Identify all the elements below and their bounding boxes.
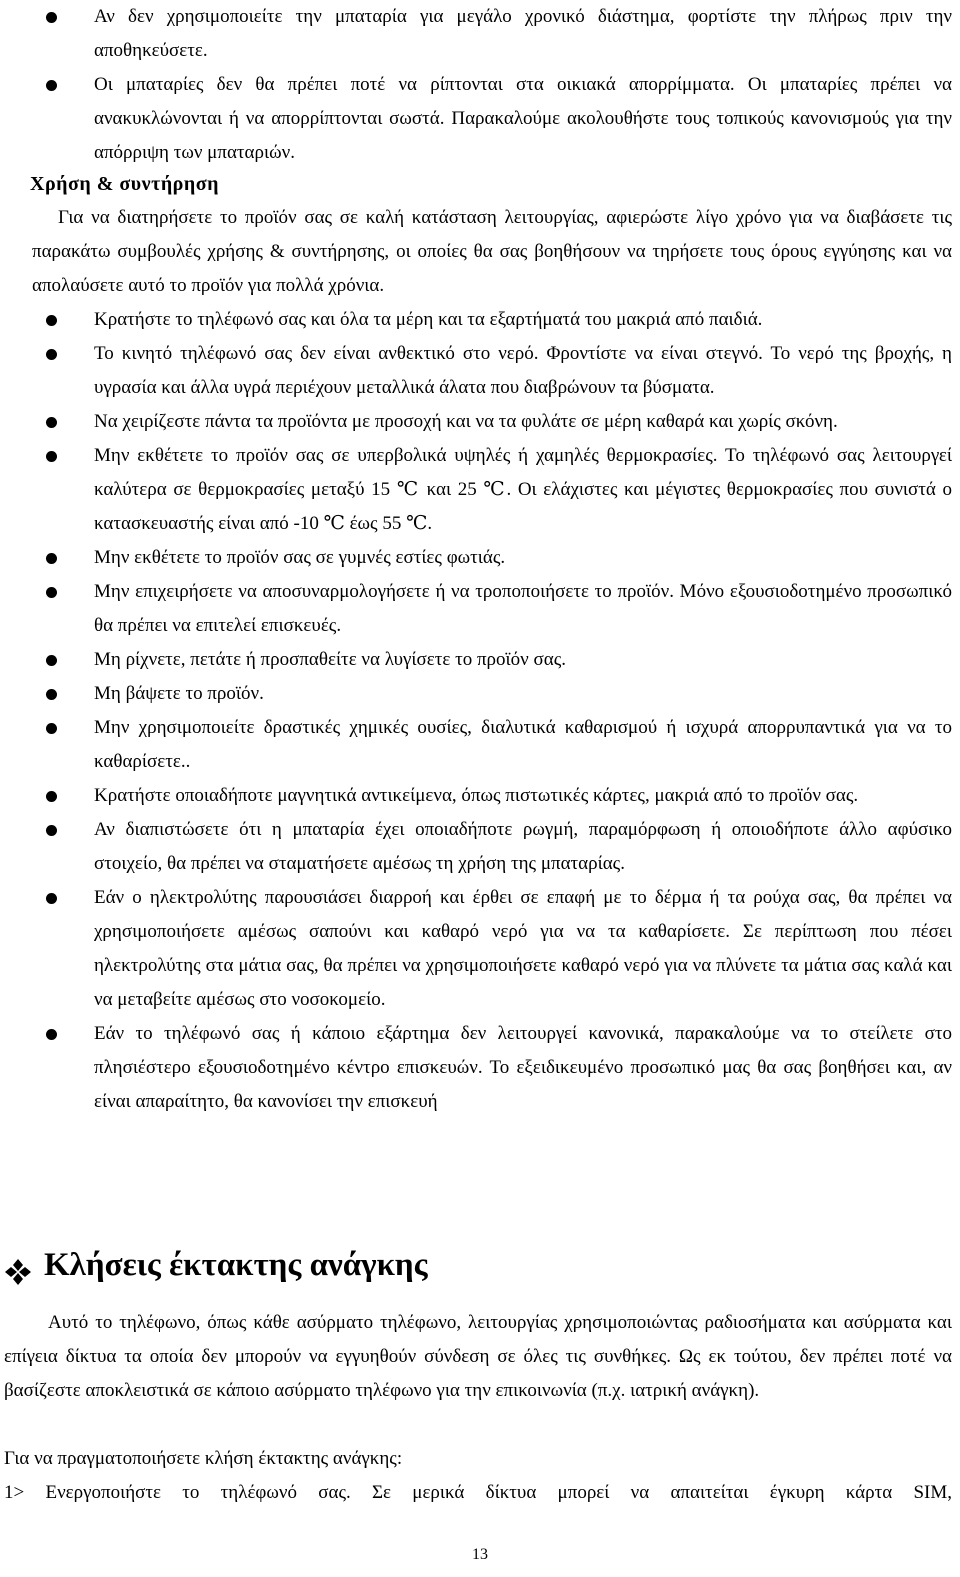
list-item-text: Αν δεν χρησιμοποιείτε την μπαταρία για μεγάλο χρονικό διάστημα, φορτίστε την πλήρως πριν την αποθηκεύσετε. [94,6,952,61]
list-item [0,779,960,813]
list-item-text: Μη ρίχνετε, πετάτε ή προσπαθείτε να λυγίσετε το προϊόν σας. [94,649,566,670]
emergency-paragraph: Αυτό το τηλέφωνο, όπως κάθε ασύρματο τηλέφωνο, λειτουργίας χρησιμοποιώντας ραδιοσήματα και ασύρματα και επίγεια δίκτυα τα οποία δεν μπορούν να εγγυηθούν σύνδεση σε όλες τις συνθήκες. Ως εκ τούτου, δεν πρέπει ποτέ να βασίζεστε αποκλειστικά σε κάποιο ασύρματο τηλέφωνο για την επικοινωνία (π.χ. ιατρική ανάγκη). [4,1312,952,1401]
emergency-intro-line: Για να πραγματοποιήσετε κλήση έκτακτης ανάγκης: [4,1448,403,1469]
list-item-text: Μην χρησιμοποιείτε δραστικές χημικές ουσίες, διαλυτικά καθαρισμού ή ισχυρά απορρυπαντικά για να το καθαρίσετε.. [94,717,952,772]
bullet-icon [46,12,57,23]
list-item [0,0,960,68]
bullet-icon [46,825,57,836]
list-item [0,337,960,405]
section-title: Χρήση & συντήρηση [30,173,219,195]
bullet-icon [46,655,57,666]
emergency-heading-text: Κλήσεις έκτακτης ανάγκης [44,1247,428,1283]
list-item-text: Οι μπαταρίες δεν θα πρέπει ποτέ να ρίπτονται στα οικιακά απορρίμματα. Οι μπαταρίες πρέπει να ανακυκλώνονται ή να απορρίπτονται σωστά. Παρακαλούμε ακολουθήστε τους τοπικούς κανονισμούς για την απόρριψη των μπαταριών. [94,74,952,163]
intro-paragraph: Για να διατηρήσετε το προϊόν σας σε καλή κατάσταση λειτουργίας, αφιερώστε λίγο χρόνο για να διαβάσετε τις παρακάτω συμβουλές χρήσης & συντήρησης, οι οποίες θα σας βοηθήσουν να τηρήσετε τους όρους εγγύησης και να απολαύσετε αυτό το προϊόν για πολλά χρόνια. [32,207,952,296]
list-item [0,303,960,337]
bullet-icon [46,893,57,904]
bullet-icon [46,315,57,326]
list-item [0,405,960,439]
care-bullet-list [0,303,960,1119]
list-item-text: Μην εκθέτετε το προϊόν σας σε γυμνές εστίες φωτιάς. [94,547,506,568]
list-item [0,575,960,643]
list-item [0,643,960,677]
bullet-icon [46,451,57,462]
bullet-icon [46,791,57,802]
list-item [0,439,960,541]
list-item-text: Μην επιχειρήσετε να αποσυναρμολογήσετε ή να τροποποιήσετε το προϊόν. Μόνο εξουσιοδοτημένο προσωπικό θα πρέπει να επιτελεί επισκευές. [94,581,952,636]
list-item [0,68,960,170]
list-item [0,677,960,711]
list-item-text: Κρατήστε το τηλέφωνό σας και όλα τα μέρη και τα εξαρτήματά του μακριά από παιδιά. [94,309,763,330]
list-item-text: Να χειρίζεστε πάντα τα προϊόντα με προσοχή και να τα φυλάτε σε μέρη καθαρά και χωρίς σκόνη. [94,411,838,432]
bullet-icon [46,417,57,428]
step-1: 1> Ενεργοποιήστε το τηλέφωνό σας. Σε μερικά δίκτυα μπορεί να απαιτείται έγκυρη κάρτα SIM, [4,1482,952,1503]
list-item-text: Μην εκθέτετε το προϊόν σας σε υπερβολικά υψηλές ή χαμηλές θερμοκρασίες. Το τηλέφωνό σας λειτουργεί καλύτερα σε θερμοκρασίες μεταξύ 15 ℃ και 25 ℃. Οι ελάχιστες και μέγιστες θερμοκρασίες που συνιστά ο κατασκευαστής είναι από -10 ℃ έως 55 ℃. [94,445,952,534]
list-item [0,881,960,1017]
list-item-text: Αν διαπιστώσετε ότι η μπαταρία έχει οποιαδήποτε ρωγμή, παραμόρφωση ή οποιοδήποτε άλλο αφύσικο στοιχείο, θα πρέπει να σταματήσετε αμέσως τη χρήση της μπαταρίας. [94,819,952,874]
emergency-heading [4,1240,428,1290]
bullet-icon [46,723,57,734]
bullet-icon [46,553,57,564]
list-item-text: Κρατήστε οποιαδήποτε μαγνητικά αντικείμενα, όπως πιστωτικές κάρτες, μακριά από το προϊόν σας. [94,785,859,806]
bullet-icon [46,80,57,91]
list-item [0,1017,960,1119]
bullet-icon [46,349,57,360]
list-item-text: Το κινητό τηλέφωνό σας δεν είναι ανθεκτικό στο νερό. Φροντίστε να είναι στεγνό. Το νερό της βροχής, η υγρασία και άλλα υγρά περιέχουν μεταλλικά άλατα που διαβρώνουν τα βύσματα. [94,343,952,398]
bullet-icon [46,1029,57,1040]
list-item-text: Εάν ο ηλεκτρολύτης παρουσιάσει διαρροή και έρθει σε επαφή με το δέρμα ή τα ρούχα σας, θα πρέπει να χρησιμοποιήσετε αμέσως σαπούνι και καθαρό νερό για να τα καθαρίσετε. Σε περίπτωση που πέσει ηλεκτρολύτης στα μάτια σας, θα πρέπει να χρησιμοποιήσετε καθαρό νερό για να πλύνετε τα μάτια σας καλά και να μεταβείτε αμέσως στο νοσοκομείο. [94,887,952,1010]
battery-bullet-list [0,0,960,170]
bullet-icon [46,689,57,700]
page-number: 13 [472,1546,488,1563]
list-item [0,541,960,575]
list-item-text: Εάν το τηλέφωνό σας ή κάποιο εξάρτημα δεν λειτουργεί κανονικά, παρακαλούμε να το στείλετε στο πλησιέστερο εξουσιοδοτημένο κέντρο επισκευών. Το εξειδικευμένο προσωπικό μας θα σας βοηθήσει και, αν είναι απαραίτητο, θα κανονίσει την επισκευή [94,1023,952,1112]
list-item-text: Μη βάψετε το προϊόν. [94,683,264,704]
list-item [0,813,960,881]
list-item [0,711,960,779]
four-diamond-bullet-icon [4,1251,32,1279]
bullet-icon [46,587,57,598]
